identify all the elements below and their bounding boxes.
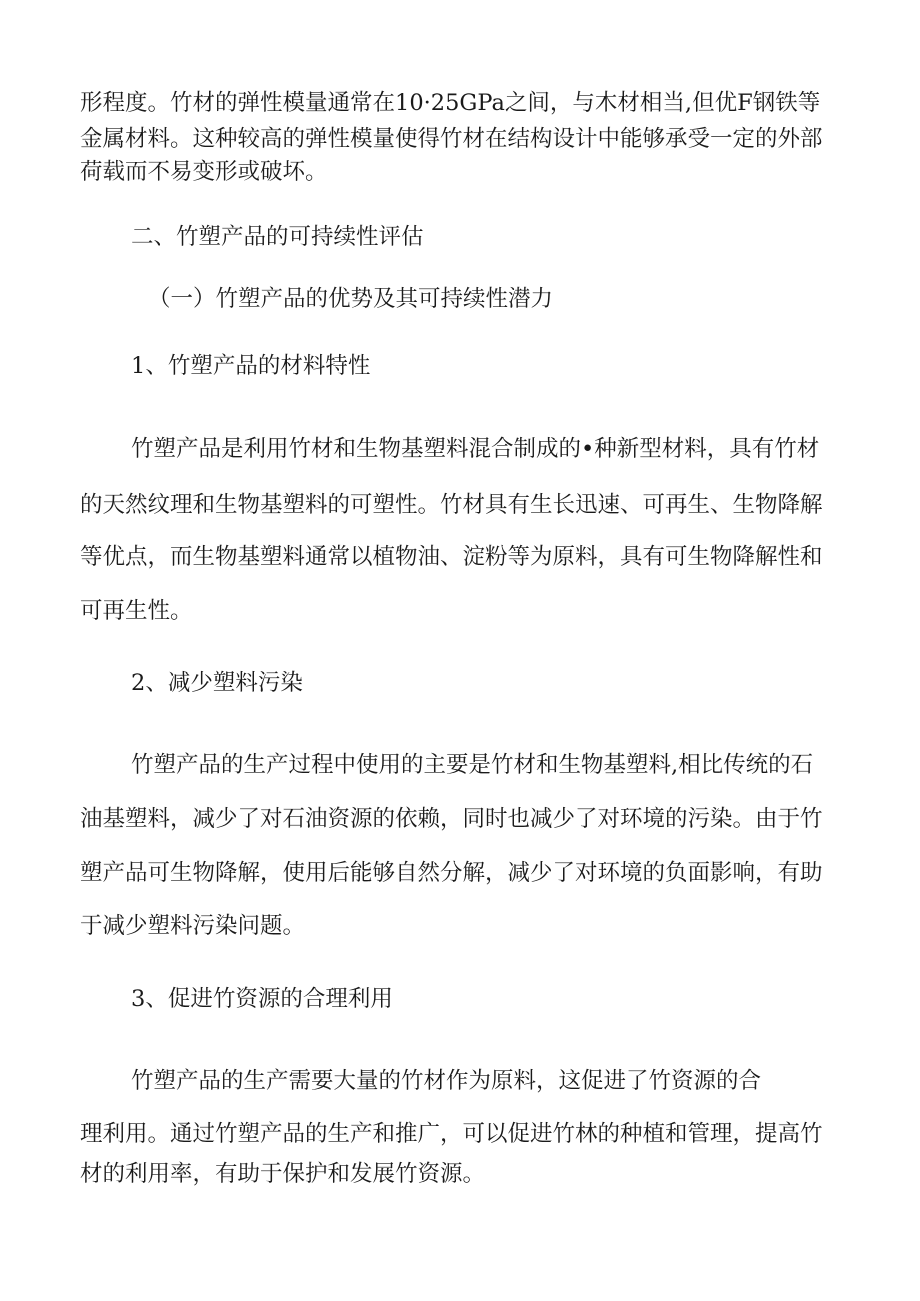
- section-title: 二、竹塑产品的可持续性评估: [131, 224, 424, 250]
- body-text-line: 油基塑料，减少了对石油资源的依赖，同时也减少了对环境的污染。由于竹: [80, 806, 823, 832]
- body-text-line: 竹塑产品的生产需要大量的竹材作为原料，这促进了竹资源的合: [131, 1068, 762, 1094]
- body-text-line: 金属材料。这种较高的弹性模量使得竹材在结构设计中能够承受一定的外部: [80, 126, 823, 152]
- body-text-line: 等优点，而生物基塑料通常以植物油、淀粉等为原料，具有可生物降解性和: [80, 544, 823, 570]
- body-text-line: 荷载而不易变形或破坏。: [80, 159, 328, 185]
- body-text-line: 塑产品可生物降解，使用后能够自然分解，减少了对环境的负面影响，有助: [80, 860, 823, 886]
- body-text-line: 形程度。竹材的弹性模量通常在10·25GPa之间，与木材相当,但优F钢铁等: [80, 90, 821, 116]
- body-text-line: 的天然纹理和生物基塑料的可塑性。竹材具有生长迅速、可再生、生物降解: [80, 492, 823, 518]
- body-text-line: 竹塑产品是利用竹材和生物基塑料混合制成的•种新型材料，具有竹材: [131, 436, 820, 462]
- body-text-line: 理利用。通过竹塑产品的生产和推广，可以促进竹林的种植和管理，提高竹: [80, 1121, 823, 1147]
- body-text-line: 于减少塑料污染问题。: [80, 913, 306, 939]
- item-heading: 1、竹塑产品的材料特性: [131, 353, 371, 379]
- body-text-line: 材的利用率，有助于保护和发展竹资源。: [80, 1161, 486, 1187]
- body-text-line: 可再生性。: [80, 598, 193, 624]
- item-heading: 2、减少塑料污染: [131, 670, 303, 696]
- body-text-line: 竹塑产品的生产过程中使用的主要是竹材和生物基塑料,相比传统的石: [131, 752, 814, 778]
- subsection-title: （一）竹塑产品的优势及其可持续性潜力: [148, 286, 554, 312]
- item-heading: 3、促进竹资源的合理利用: [131, 986, 393, 1012]
